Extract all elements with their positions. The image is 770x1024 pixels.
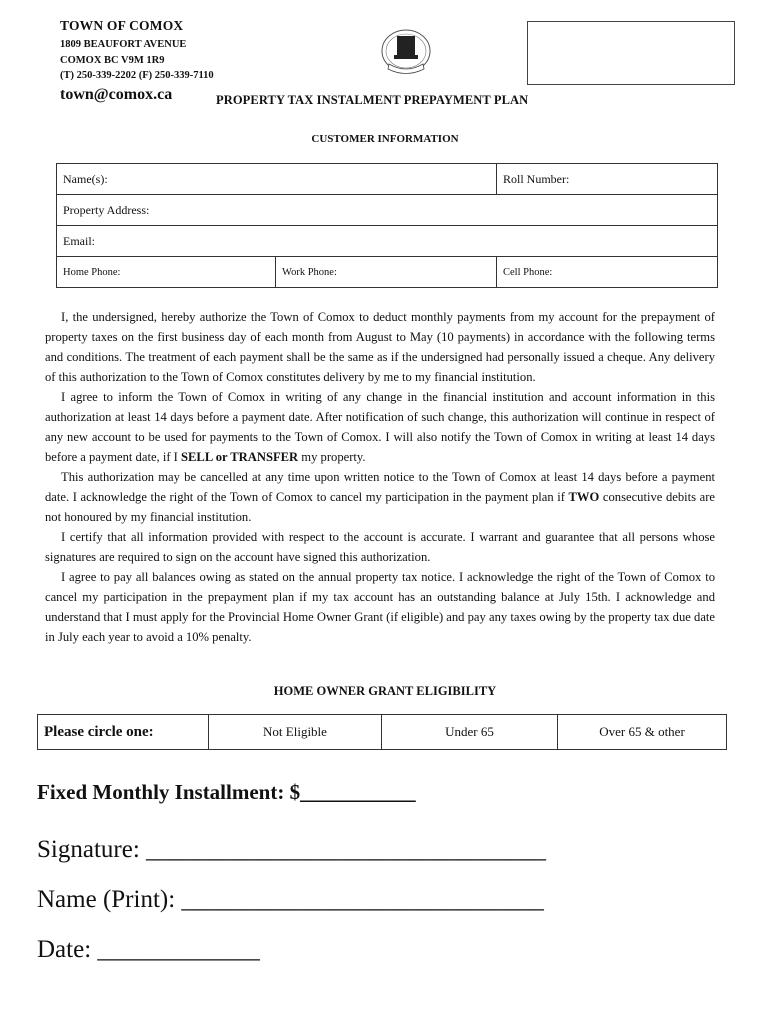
- sell-transfer-emphasis: SELL or TRANSFER: [181, 450, 299, 464]
- names-label: Name(s):: [63, 171, 108, 186]
- email-label: Email:: [63, 233, 95, 248]
- grant-option-not-eligible[interactable]: Not Eligible: [209, 715, 382, 750]
- property-address-field[interactable]: [57, 195, 718, 226]
- terms-text: [45, 307, 715, 647]
- terms-paragraph: I, the undersigned, hereby authorize the Town of Comox to deduct monthly payments from my account for the prepayment of property taxes on the first business day of each month from August to May (10 payments) in accordance with the following terms and conditions. The treatment of each payment shall be the same as if the undersigned had personally issued a cheque. Any delivery of this authorization to the Town of Comox constitutes delivery by me to my financial institution.: [45, 310, 715, 384]
- office-use-box: [527, 21, 735, 85]
- phone-fax: (T) 250-339-2202 (F) 250-339-7110: [60, 70, 214, 81]
- form-title: PROPERTY TAX INSTALMENT PREPAYMENT PLAN: [216, 93, 529, 107]
- date-field[interactable]: Date: _____________: [37, 936, 260, 963]
- address-line-2: COMOX BC V9M 1R9: [60, 55, 165, 66]
- two-emphasis: TWO: [568, 490, 600, 504]
- signature-field[interactable]: Signature: ________________________________: [37, 836, 547, 863]
- names-field[interactable]: [57, 164, 497, 195]
- terms-paragraph: This authorization may be cancelled at any time upon written notice to the Town of Comox at least 14 days before a payment date. I acknowledge the right of the Town of Comox to cancel my participation in the payment plan if TWO consecutive debits are not honoured by my financial institution.: [45, 470, 715, 524]
- terms-paragraph: I agree to inform the Town of Comox in writing of any change in the financial institution and account information in this authorization at least 14 days before a payment date. After notification of such change, this authorization will continue in respect of any new account to be used for payments to the Town of Comox. I will also notify the Town of Comox in writing at least 14 days before a payment date, if I SELL or TRANSFER my property.: [45, 390, 715, 464]
- grant-option-under-65[interactable]: Under 65: [382, 715, 558, 750]
- grant-option-over-65[interactable]: Over 65 & other: [558, 715, 727, 750]
- terms-paragraph: I agree to pay all balances owing as stated on the annual property tax notice. I acknowledge the right of the Town of Comox to cancel my participation in the prepayment plan if my tax account has an outstanding balance at July 15th. I acknowledge and understand that I must apply for the Provincial Home Owner Grant (if eligible) and pay any taxes owing by the property tax due date in July each year to avoid a 10% penalty.: [45, 570, 715, 644]
- address-line-1: 1809 BEAUFORT AVENUE: [60, 39, 187, 50]
- customer-info-table: [56, 163, 718, 288]
- grant-heading: HOME OWNER GRANT ELIGIBILITY: [273, 684, 497, 698]
- fixed-installment-field[interactable]: Fixed Monthly Installment: $___________: [37, 780, 416, 804]
- name-print-field[interactable]: Name (Print): _____________________________: [37, 886, 544, 913]
- grant-circle-label: Please circle one:: [38, 715, 209, 750]
- roll-number-field[interactable]: [497, 164, 718, 195]
- customer-info-heading: CUSTOMER INFORMATION: [311, 133, 459, 145]
- grant-options-table: [37, 714, 727, 750]
- roll-number-label: Roll Number:: [503, 171, 570, 186]
- email-field[interactable]: [57, 226, 718, 257]
- terms-paragraph: I certify that all information provided with respect to the account is accurate. I warrant and guarantee that all persons whose signatures are required to sign on the account have signed this authorization.: [45, 530, 715, 564]
- town-name: TOWN OF COMOX: [60, 18, 184, 33]
- property-address-label: Property Address:: [63, 202, 150, 217]
- town-email: town@comox.ca: [60, 86, 173, 103]
- town-seal-icon: [377, 26, 435, 78]
- work-phone-label: Work Phone:: [282, 266, 337, 278]
- cell-phone-label: Cell Phone:: [503, 266, 553, 278]
- home-phone-field[interactable]: [57, 257, 276, 288]
- work-phone-field[interactable]: [276, 257, 497, 288]
- cell-phone-field[interactable]: [497, 257, 718, 288]
- home-phone-label: Home Phone:: [63, 266, 121, 278]
